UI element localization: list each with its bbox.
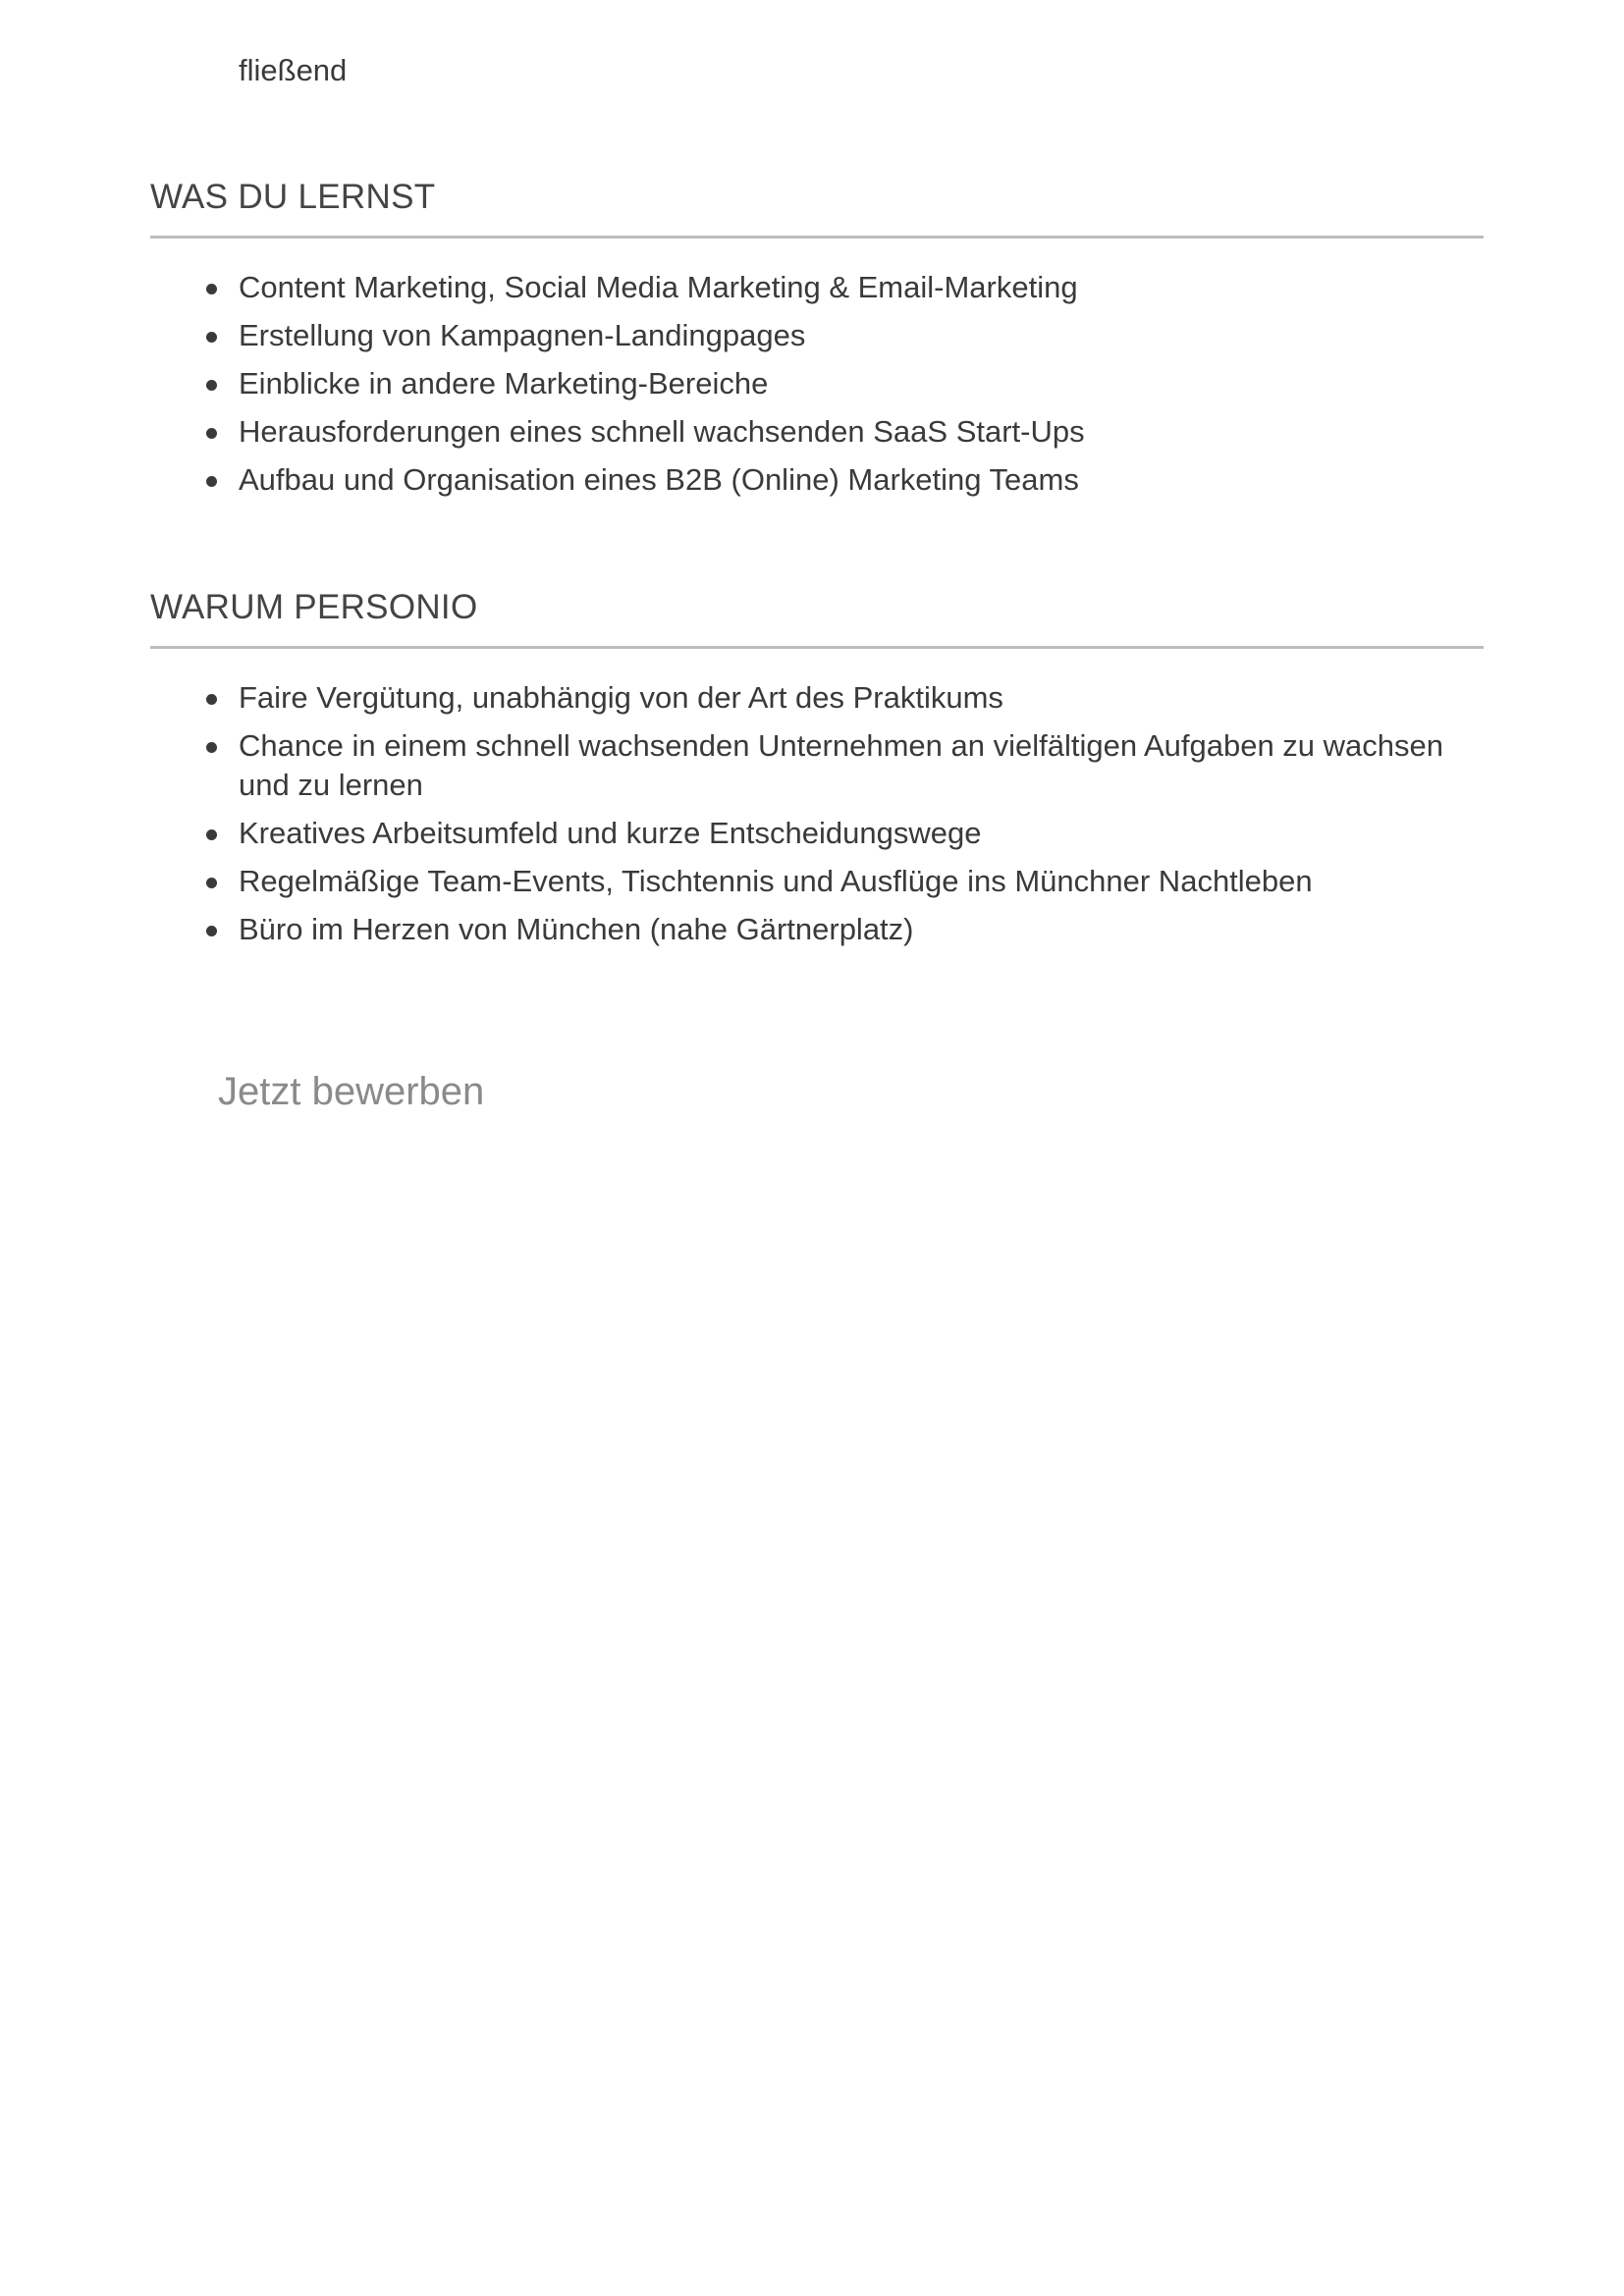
continuation-text: fließend <box>239 53 348 87</box>
bullet-icon <box>206 878 217 888</box>
list-item-text: Büro im Herzen von München (nahe Gärtnerplatz) <box>239 912 914 946</box>
list-item-text: Aufbau und Organisation eines B2B (Online) Marketing Teams <box>239 462 1079 497</box>
list-item <box>150 910 1484 949</box>
list-item <box>150 316 1484 355</box>
list-item <box>150 678 1484 718</box>
list-item <box>150 364 1484 403</box>
list-item <box>150 268 1484 307</box>
list-item <box>150 862 1484 901</box>
bullet-icon <box>206 742 217 753</box>
list-item <box>150 460 1484 500</box>
apply-now-link[interactable]: Jetzt bewerben <box>218 1070 485 1113</box>
list-item <box>150 412 1484 452</box>
list-item <box>150 726 1484 805</box>
bullet-list <box>150 678 1484 949</box>
list-item-text: Content Marketing, Social Media Marketing & Email-Marketing <box>239 270 1078 304</box>
list-item-text: Erstellung von Kampagnen-Landingpages <box>239 318 806 352</box>
list-item-text: Einblicke in andere Marketing-Bereiche <box>239 366 769 400</box>
section-warum-personio <box>150 585 1484 958</box>
list-item-text: Chance in einem schnell wachsenden Unternehmen an vielfältigen Aufgaben zu wachsen und zu lernen <box>239 728 1444 802</box>
bullet-icon <box>206 380 217 391</box>
list-item <box>150 814 1484 853</box>
section-was-du-lernst <box>150 175 1484 508</box>
bullet-icon <box>206 284 217 294</box>
bullet-list <box>150 268 1484 500</box>
bullet-icon <box>206 332 217 343</box>
list-item-text: Regelmäßige Team-Events, Tischtennis und Ausflüge ins Münchner Nachtleben <box>239 864 1313 898</box>
list-item-text: Kreatives Arbeitsumfeld und kurze Entscheidungswege <box>239 816 982 850</box>
section-heading: WARUM PERSONIO <box>150 585 1484 649</box>
bullet-icon <box>206 829 217 840</box>
bullet-icon <box>206 926 217 936</box>
section-heading: WAS DU LERNST <box>150 175 1484 239</box>
list-item-text: Herausforderungen eines schnell wachsenden SaaS Start-Ups <box>239 414 1085 449</box>
bullet-icon <box>206 694 217 705</box>
bullet-icon <box>206 476 217 487</box>
bullet-icon <box>206 428 217 439</box>
list-item-text: Faire Vergütung, unabhängig von der Art des Praktikums <box>239 680 1003 715</box>
